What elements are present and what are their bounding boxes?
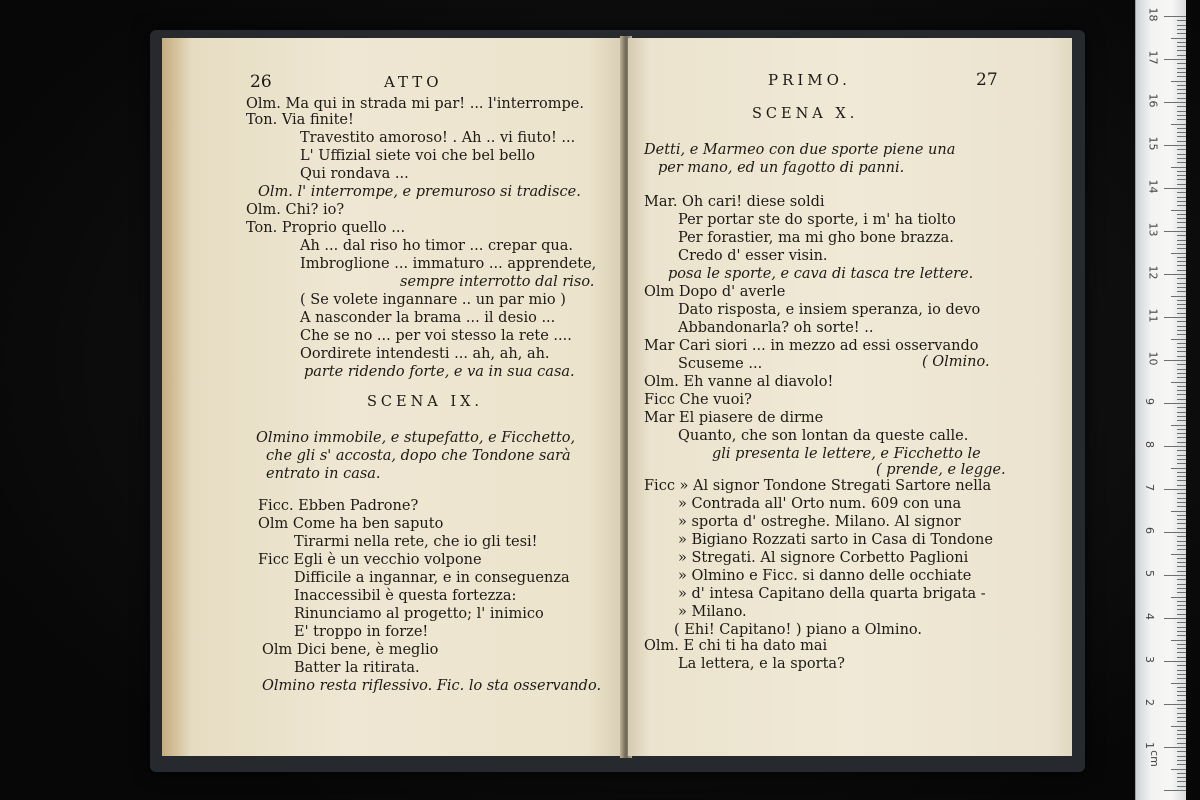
left-page-text-line: Ah ... dal riso ho timor ... crepar qua. (300, 238, 573, 254)
ruler-tick (1177, 764, 1186, 765)
ruler-tick (1177, 588, 1186, 589)
ruler-tick (1177, 777, 1186, 778)
ruler-tick (1177, 351, 1186, 352)
ruler-tick (1177, 222, 1186, 223)
ruler-tick (1177, 700, 1186, 701)
ruler-tick (1177, 786, 1186, 787)
ruler-tick (1177, 614, 1186, 615)
ruler-tick (1177, 68, 1186, 69)
left-page-text-line: Difficile a ingannar, e in conseguenza (294, 570, 570, 586)
running-head-right: PRIMO. (768, 71, 851, 89)
right-page-text-line: gli presenta le lettere, e Ficchetto le (712, 446, 981, 462)
left-page-text-line: Olmino immobile, e stupefatto, e Ficchetto, (256, 430, 576, 446)
ruler-tick (1177, 773, 1186, 774)
ruler-tick (1177, 463, 1186, 464)
left-page-text-line: entrato in casa. (266, 466, 381, 482)
ruler-tick (1177, 89, 1186, 90)
left-page-text-line: Ton. Via finite! (246, 112, 354, 128)
left-page-text-line: Oordirete intendesti ... ah, ah, ah. (300, 346, 550, 362)
ruler-number: 7 (1143, 484, 1156, 491)
ruler-tick (1177, 485, 1186, 486)
ruler-tick (1177, 76, 1186, 77)
ruler-tick (1177, 601, 1186, 602)
ruler-tick (1177, 670, 1186, 671)
ruler-tick (1171, 339, 1186, 340)
right-page (628, 38, 1072, 756)
ruler-tick (1177, 407, 1186, 408)
ruler-tick (1177, 300, 1186, 301)
ruler-tick (1171, 425, 1186, 426)
left-page-text-line: A nasconder la brama ... il desio ... (300, 310, 556, 326)
left-page-text-line: sempre interrotto dal riso. (400, 274, 595, 290)
ruler-tick (1177, 498, 1186, 499)
ruler-tick (1177, 652, 1186, 653)
right-page-text-line: Per forastier, ma mi gho bone brazza. (678, 230, 954, 246)
right-page-text-line: Per portar ste do sporte, i m' ha tiolto (678, 212, 956, 228)
ruler-tick (1177, 592, 1186, 593)
ruler-number: 14 (1146, 179, 1160, 194)
right-page-text-line: » d' intesa Capitano della quarta brigata - (678, 586, 986, 602)
ruler-tick (1177, 708, 1186, 709)
left-page-text-line: Olmino resta riflessivo. Fic. lo sta osservando. (262, 678, 602, 694)
left-page-text-line: Batter la ritirata. (294, 660, 420, 676)
right-page-text-line: Mar El piasere de dirme (644, 410, 824, 426)
ruler-tick (1177, 523, 1186, 524)
ruler-tick (1171, 683, 1186, 684)
ruler-tick (1177, 115, 1186, 116)
ruler-tick (1177, 584, 1186, 585)
ruler-tick (1177, 248, 1186, 249)
ruler-tick (1177, 562, 1186, 563)
ruler-tick (1177, 308, 1186, 309)
left-page-text-line: Tirarmi nella rete, che io gli tesi! (294, 534, 538, 550)
right-page-text-line: Olm. E chi ti ha dato mai (644, 638, 828, 654)
ruler-tick (1171, 296, 1186, 297)
left-page-text-line: Travestito amoroso! . Ah .. vi fiuto! ... (300, 130, 576, 146)
ruler-tick (1164, 446, 1186, 447)
right-page-text-line: SCENA X. (752, 106, 859, 122)
ruler-tick (1177, 373, 1186, 374)
ruler-tick (1177, 506, 1186, 507)
ruler-tick (1177, 235, 1186, 236)
ruler-tick (1177, 429, 1186, 430)
left-page-text-line: parte ridendo forte, e va in sua casa. (304, 364, 575, 380)
ruler-number: 6 (1143, 527, 1156, 534)
ruler-tick (1171, 124, 1186, 125)
right-page-text-line: ( Ehi! Capitano! ) piano a Olmino. (674, 622, 922, 638)
ruler-tick (1177, 635, 1186, 636)
ruler-tick (1177, 558, 1186, 559)
ruler-tick (1177, 257, 1186, 258)
ruler-number: 8 (1143, 441, 1156, 448)
ruler-number: 15 (1146, 136, 1160, 151)
ruler-tick (1177, 605, 1186, 606)
ruler-tick (1164, 317, 1186, 318)
ruler-tick (1177, 334, 1186, 335)
right-page-text-line: » Olmino e Ficc. si danno delle occhiate (678, 568, 972, 584)
ruler-tick (1177, 244, 1186, 245)
ruler-tick (1177, 390, 1186, 391)
left-page-text-line: E' troppo in forze! (294, 624, 429, 640)
ruler-tick (1177, 154, 1186, 155)
ruler-tick (1177, 29, 1186, 30)
left-page-text-line: Qui rondava ... (300, 166, 409, 182)
left-page-text-line: Ficc. Ebben Padrone? (258, 498, 419, 514)
ruler-tick (1177, 450, 1186, 451)
ruler-tick (1177, 665, 1186, 666)
ruler-tick (1171, 81, 1186, 82)
ruler-tick (1177, 743, 1186, 744)
ruler-tick (1177, 691, 1186, 692)
ruler-tick (1177, 55, 1186, 56)
ruler-tick (1171, 167, 1186, 168)
ruler-tick (1177, 751, 1186, 752)
ruler-tick (1177, 541, 1186, 542)
ruler-tick (1177, 25, 1186, 26)
ruler-tick (1171, 769, 1186, 770)
ruler-tick (1177, 197, 1186, 198)
ruler-tick (1177, 695, 1186, 696)
right-page-text-line: Scuseme ... (678, 356, 763, 372)
right-page-text-line: Detti, e Marmeo con due sporte piene una (644, 142, 956, 158)
right-page-text-line: La lettera, e la sporta? (678, 656, 845, 672)
ruler-tick (1177, 394, 1186, 395)
ruler-tick (1177, 162, 1186, 163)
right-page-text-line: Ficc » Al signor Tondone Stregati Sartore nella (644, 478, 992, 494)
ruler-tick (1177, 717, 1186, 718)
ruler-tick (1164, 747, 1186, 748)
ruler-tick (1177, 781, 1186, 782)
ruler-tick (1177, 566, 1186, 567)
ruler-number: 10 (1146, 351, 1160, 366)
ruler-number: 1 (1143, 742, 1156, 749)
ruler-tick (1177, 149, 1186, 150)
right-page-text-line: Dato risposta, e insiem speranza, io devo (678, 302, 981, 318)
ruler-tick (1177, 674, 1186, 675)
left-page-text-line: Ficc Egli è un vecchio volpone (258, 552, 482, 568)
ruler-tick (1177, 476, 1186, 477)
ruler-number: 5 (1143, 570, 1156, 577)
ruler-tick (1177, 326, 1186, 327)
ruler-tick (1164, 532, 1186, 533)
left-page-text-line: Olm. Ma qui in strada mi par! ... l'interrompe. (246, 96, 584, 112)
ruler-tick (1177, 72, 1186, 73)
ruler-tick (1177, 63, 1186, 64)
ruler-tick (1171, 597, 1186, 598)
ruler-tick (1177, 128, 1186, 129)
ruler-tick (1171, 640, 1186, 641)
ruler-tick (1177, 433, 1186, 434)
ruler-tick (1177, 657, 1186, 658)
ruler-tick (1177, 265, 1186, 266)
left-page-text-line: che gli s' accosta, dopo che Tondone sarà (266, 448, 571, 464)
ruler-tick (1177, 50, 1186, 51)
ruler-tick (1171, 554, 1186, 555)
right-page-text-line: Ficc Che vuoi? (644, 392, 752, 408)
left-page-text-line: L' Uffizial siete voi che bel bello (300, 148, 536, 164)
ruler-tick (1177, 713, 1186, 714)
ruler-tick (1177, 528, 1186, 529)
ruler-tick (1177, 343, 1186, 344)
ruler-tick (1177, 730, 1186, 731)
left-page-text-line: Olm. Chi? io? (246, 202, 345, 218)
ruler-tick (1177, 571, 1186, 572)
ruler-tick (1177, 227, 1186, 228)
ruler-tick (1164, 16, 1186, 17)
ruler-tick (1177, 738, 1186, 739)
ruler-tick (1177, 369, 1186, 370)
ruler-number: 4 (1143, 613, 1156, 620)
ruler-tick (1164, 145, 1186, 146)
ruler-tick (1177, 356, 1186, 357)
page-number-right: 27 (976, 70, 998, 90)
right-page-text-line: » Contrada all' Orto num. 609 con una (678, 496, 962, 512)
ruler-tick (1171, 210, 1186, 211)
page-stain (162, 38, 192, 756)
ruler-tick (1177, 459, 1186, 460)
ruler-tick (1177, 549, 1186, 550)
ruler-tick (1164, 102, 1186, 103)
ruler-tick (1177, 132, 1186, 133)
ruler-tick (1171, 511, 1186, 512)
ruler-number: 17 (1146, 50, 1160, 65)
ruler-tick (1177, 287, 1186, 288)
ruler-tick (1177, 270, 1186, 271)
left-page-text-line: SCENA IX. (367, 394, 484, 410)
ruler-tick (1177, 687, 1186, 688)
ruler-tick (1177, 46, 1186, 47)
ruler-tick (1164, 231, 1186, 232)
ruler-tick (1177, 627, 1186, 628)
ruler-number: 13 (1146, 222, 1160, 237)
left-page-text-line: Inaccessibil è questa fortezza: (294, 588, 517, 604)
ruler-tick (1164, 188, 1186, 189)
ruler-tick (1177, 545, 1186, 546)
ruler-number: 11 (1146, 308, 1160, 323)
right-page-text-line: Olm. Eh vanne al diavolo! (644, 374, 834, 390)
right-page-text-line: » Bigiano Rozzati sarto in Casa di Tondone (678, 532, 993, 548)
ruler-tick (1177, 304, 1186, 305)
ruler-tick (1177, 119, 1186, 120)
ruler-tick (1177, 106, 1186, 107)
ruler-tick (1177, 111, 1186, 112)
ruler-tick (1177, 201, 1186, 202)
ruler-tick (1177, 240, 1186, 241)
ruler-tick (1177, 472, 1186, 473)
right-page-text-line: Olm Dopo d' averle (644, 284, 786, 300)
ruler-tick (1171, 253, 1186, 254)
left-page-text-line: ( Se volete ingannare .. un par mio ) (300, 292, 566, 308)
ruler-tick (1177, 502, 1186, 503)
ruler-number: 9 (1143, 398, 1156, 405)
ruler-tick (1177, 283, 1186, 284)
ruler-tick (1177, 455, 1186, 456)
ruler-unit-label: cm (1147, 750, 1161, 767)
ruler-tick (1177, 42, 1186, 43)
right-page-text-line: posa le sporte, e cava di tasca tre lettere. (668, 266, 974, 282)
ruler-tick (1177, 377, 1186, 378)
ruler-tick (1177, 609, 1186, 610)
ruler-tick (1177, 347, 1186, 348)
ruler-tick (1177, 171, 1186, 172)
ruler-number: 16 (1146, 93, 1160, 108)
ruler-tick (1164, 618, 1186, 619)
right-page-text-line: ( prende, e legge. (876, 462, 1006, 478)
ruler-number: 3 (1143, 656, 1156, 663)
ruler-tick (1177, 33, 1186, 34)
right-page-text-line: Quanto, che son lontan da queste calle. (678, 428, 969, 444)
ruler-tick (1177, 416, 1186, 417)
right-page-text-line: Mar Cari siori ... in mezzo ad essi osservando (644, 338, 979, 354)
ruler-tick (1177, 678, 1186, 679)
ruler-tick (1177, 648, 1186, 649)
ruler-tick (1171, 382, 1186, 383)
ruler-tick (1164, 575, 1186, 576)
page-number-left: 26 (250, 72, 272, 92)
ruler-tick (1177, 175, 1186, 176)
ruler-tick (1177, 261, 1186, 262)
ruler-number: 2 (1143, 699, 1156, 706)
ruler-tick (1164, 59, 1186, 60)
ruler-tick (1177, 442, 1186, 443)
ruler-tick (1177, 437, 1186, 438)
ruler-tick (1177, 218, 1186, 219)
ruler-tick (1164, 274, 1186, 275)
ruler-tick (1177, 579, 1186, 580)
ruler-tick (1177, 179, 1186, 180)
left-page-text-line: Olm Dici bene, è meglio (262, 642, 439, 658)
ruler-tick (1164, 704, 1186, 705)
ruler-tick (1177, 420, 1186, 421)
ruler-tick (1177, 399, 1186, 400)
ruler-tick (1177, 536, 1186, 537)
left-page-text-line: Olm. l' interrompe, e premuroso si tradisce. (258, 184, 581, 200)
left-page-text-line: Olm Come ha ben saputo (258, 516, 444, 532)
ruler-tick (1177, 313, 1186, 314)
ruler-tick (1177, 480, 1186, 481)
ruler-tick (1177, 386, 1186, 387)
ruler-tick (1177, 519, 1186, 520)
ruler-tick (1177, 644, 1186, 645)
right-page-text-line: » Milano. (678, 604, 747, 620)
ruler-tick (1177, 321, 1186, 322)
ruler-tick (1177, 756, 1186, 757)
ruler-tick (1177, 205, 1186, 206)
ruler-tick (1177, 184, 1186, 185)
left-page (162, 38, 624, 756)
ruler-tick (1177, 136, 1186, 137)
ruler-tick (1177, 734, 1186, 735)
ruler-tick (1177, 141, 1186, 142)
ruler-tick (1177, 515, 1186, 516)
running-head-left: ATTO (384, 73, 443, 91)
ruler-tick (1177, 631, 1186, 632)
ruler-tick (1164, 489, 1186, 490)
ruler-tick (1171, 468, 1186, 469)
ruler-tick (1177, 493, 1186, 494)
left-page-text-line: Che se no ... per voi stesso la rete .... (300, 328, 572, 344)
ruler-tick (1177, 278, 1186, 279)
ruler-tick (1177, 330, 1186, 331)
ruler-tick (1177, 85, 1186, 86)
ruler-tick (1171, 38, 1186, 39)
ruler-tick (1164, 790, 1186, 791)
ruler-tick (1177, 192, 1186, 193)
ruler-tick (1177, 622, 1186, 623)
ruler-tick (1177, 93, 1186, 94)
ruler-number: 18 (1146, 7, 1160, 22)
ruler-tick (1177, 760, 1186, 761)
right-page-text-line: per mano, ed un fagotto di panni. (658, 160, 905, 176)
right-page-text-line: ( Olmino. (922, 354, 990, 370)
right-page-text-line: Abbandonarla? oh sorte! .. (678, 320, 874, 336)
ruler-tick (1177, 721, 1186, 722)
right-page-text-line: » sporta d' ostreghe. Milano. Al signor (678, 514, 961, 530)
ruler-tick (1177, 214, 1186, 215)
ruler-tick (1177, 412, 1186, 413)
ruler-tick (1177, 20, 1186, 21)
ruler-tick (1164, 403, 1186, 404)
ruler-tick (1171, 726, 1186, 727)
ruler-number: 12 (1146, 265, 1160, 280)
right-page-text-line: Mar. Oh cari! diese soldi (644, 194, 825, 210)
right-page-text-line: » Stregati. Al signore Corbetto Paglioni (678, 550, 969, 566)
left-page-text-line: Ton. Proprio quello ... (246, 220, 406, 236)
ruler-tick (1177, 364, 1186, 365)
right-page-text-line: Credo d' esser visin. (678, 248, 828, 264)
measuring-ruler (1135, 0, 1186, 800)
left-page-text-line: Imbroglione ... immaturo ... apprendete, (300, 256, 597, 272)
ruler-tick (1177, 98, 1186, 99)
ruler-tick (1164, 661, 1186, 662)
ruler-tick (1177, 158, 1186, 159)
left-page-text-line: Rinunciamo al progetto; l' inimico (294, 606, 544, 622)
ruler-tick (1164, 360, 1186, 361)
ruler-tick (1177, 291, 1186, 292)
